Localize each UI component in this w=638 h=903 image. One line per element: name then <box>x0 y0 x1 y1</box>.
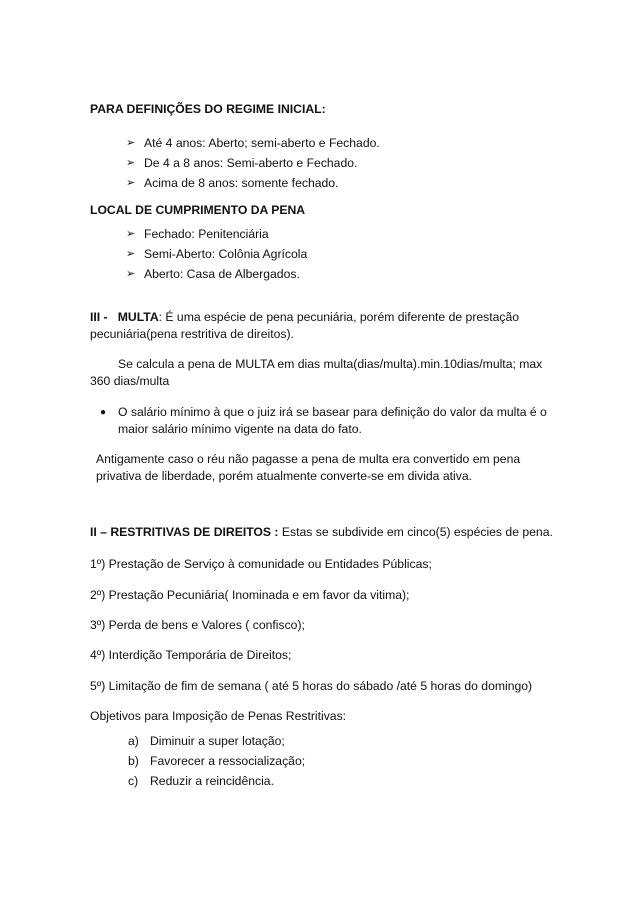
list-item: ➢ Semi-Aberto: Colônia Agrícola <box>126 247 308 261</box>
multa-bullet: ● O salário mínimo à que o juiz irá se basear para definição do valor da multa é o maior salário mínimo vigente na data do fato. <box>96 404 548 438</box>
multa-calc-paragraph: Se calcula a pena de MULTA em dias multa(dias/multa).min.10dias/multa; max 360 dias/multa <box>90 357 543 388</box>
arrow-bullet-icon: ➢ <box>126 177 136 189</box>
regime-list <box>126 135 546 195</box>
multa-old-paragraph: Antigamente caso o réu não pagasse a pena de multa era convertido em pena privativa de liberdade, porém atualmente converte-se em divida ativa. <box>96 452 521 483</box>
round-bullet-icon: ● <box>100 407 107 418</box>
arrow-bullet-icon: ➢ <box>126 157 136 169</box>
list-item: ➢ De 4 a 8 anos: Semi-aberto e Fechado. <box>126 156 358 170</box>
restritivas-heading-line: II – RESTRITIVAS DE DIREITOS : Estas se subdivide em cinco(5) espécies de pena. <box>90 525 553 539</box>
multa-title: MULTA <box>117 310 159 324</box>
list-item: 2º) Prestação Pecuniária( Inominada e em favor da vitima); <box>90 588 410 602</box>
arrow-bullet-icon: ➢ <box>126 248 136 260</box>
list-item: a) Diminuir a super lotação; <box>128 734 285 748</box>
multa-number: III - <box>90 310 108 324</box>
list-item: ➢ Até 4 anos: Aberto; semi-aberto e Fechado. <box>126 136 380 150</box>
list-item: 5º) Limitação de fim de semana ( até 5 horas do sábado /até 5 horas do domingo) <box>90 679 533 693</box>
list-item: 3º) Perda de bens e Valores ( confisco); <box>90 618 305 632</box>
list-item: ➢ Aberto: Casa de Albergados. <box>126 267 300 281</box>
local-heading: LOCAL DE CUMPRIMENTO DA PENA <box>90 203 306 217</box>
objetivos-intro: Objetivos para Imposição de Penas Restritivas: <box>90 709 347 723</box>
list-item: 1º) Prestação de Serviço à comunidade ou Entidades Públicas; <box>90 557 432 571</box>
arrow-bullet-icon: ➢ <box>126 268 136 280</box>
list-item: 4º) Interdição Temporária de Direitos; <box>90 648 292 662</box>
multa-paragraph: III - MULTA: É uma espécie de pena pecuniária, porém diferente de prestação pecuniária(pena restritiva de direitos). <box>90 310 520 341</box>
regime-heading: PARA DEFINIÇÕES DO REGIME INICIAL: <box>90 102 326 116</box>
restritivas-heading: II – RESTRITIVAS DE DIREITOS : <box>90 525 279 539</box>
list-item: ➢ Fechado: Penitenciária <box>126 227 269 241</box>
arrow-bullet-icon: ➢ <box>126 228 136 240</box>
list-item: b) Favorecer a ressocialização; <box>128 754 306 768</box>
list-item: ➢ Acima de 8 anos: somente fechado. <box>126 176 339 190</box>
local-list <box>126 226 546 286</box>
list-item: c) Reduzir a reincidência. <box>128 774 274 788</box>
arrow-bullet-icon: ➢ <box>126 137 136 149</box>
objetivos-list <box>128 733 548 793</box>
